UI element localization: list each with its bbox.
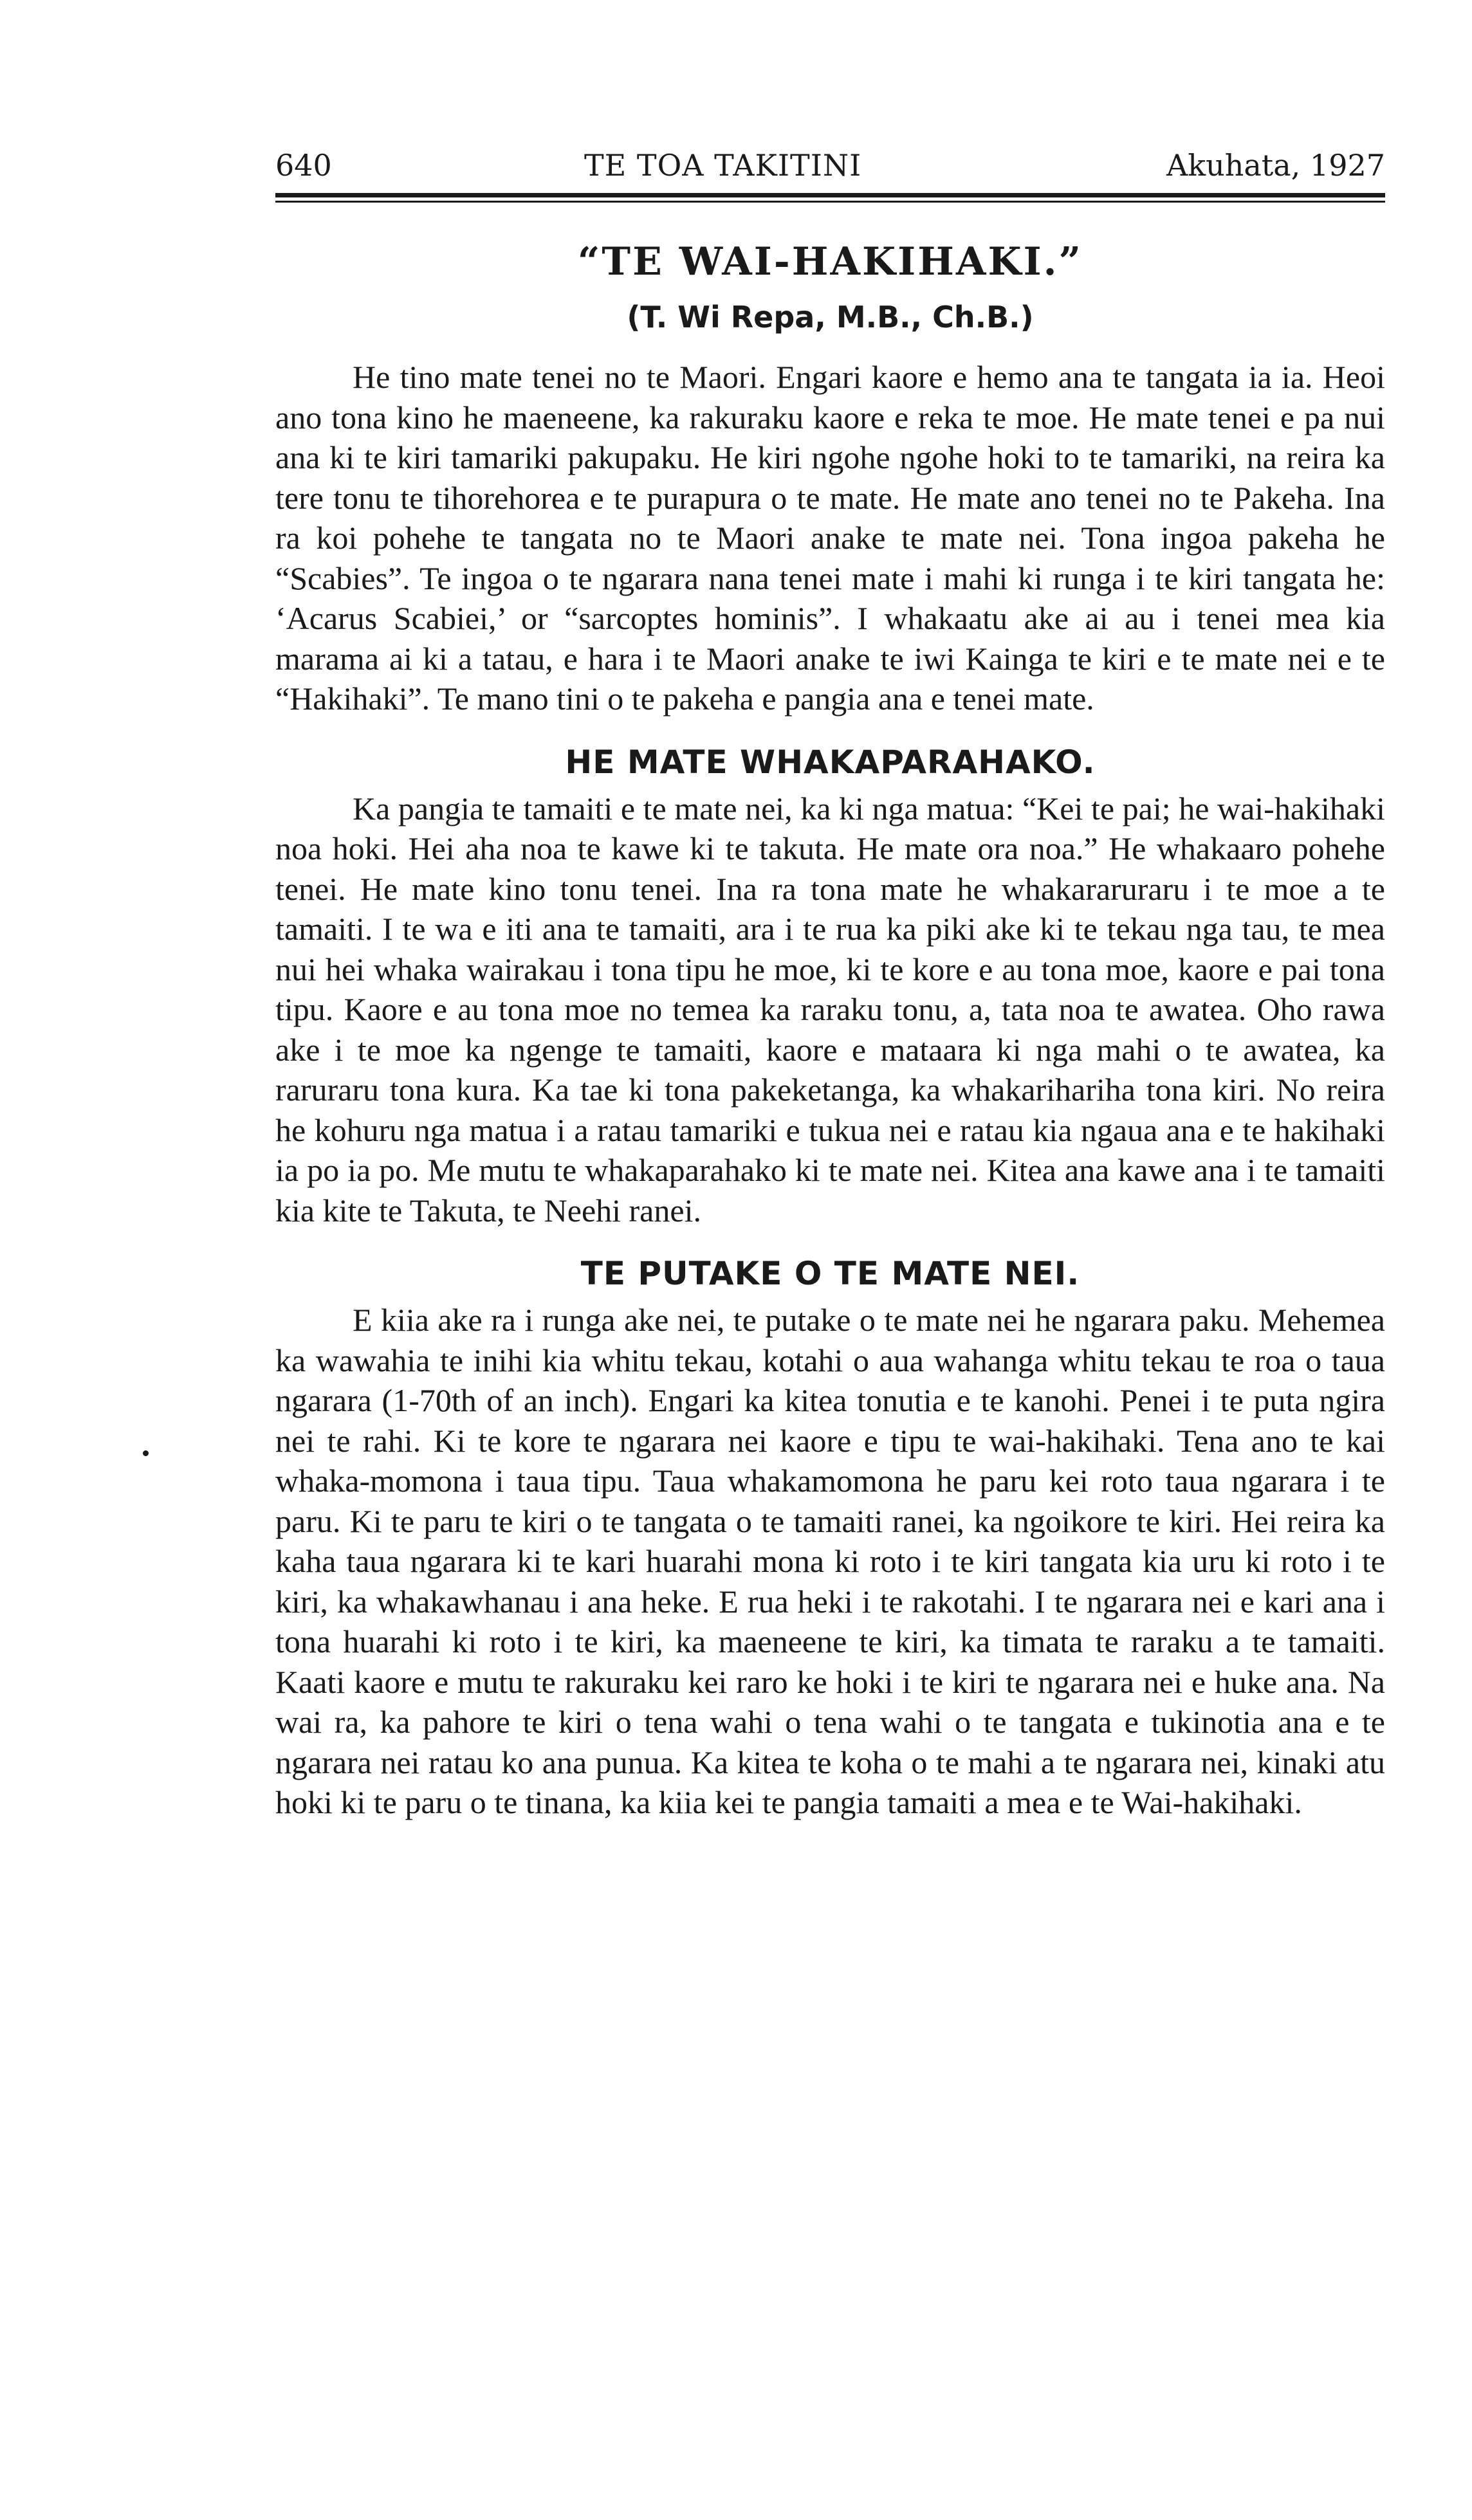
journal-title: TE TOA TAKITINI	[584, 148, 862, 183]
document-page	[275, 143, 1385, 1823]
article-byline: (T. Wi Repa, M.B., Ch.B.)	[627, 300, 1034, 334]
header-rule-thin	[275, 201, 1385, 203]
section-paragraph-putake: E kiia ake ra i runga ake nei, te putake o te mate nei he ngarara paku. Mehemea ka wawahia te inihi kia whitu tekau, kotahi o aua wahanga whitu tekau te roa o taua ngarara (1-70th of an inch). Engari ka kitea tonutia e te kanohi. Penei i te puta ngira nei te rahi. Ki te kore te ngarara nei kaore e tipu te wai-hakihaki. Tena ano te kai whaka-momona i taua tipu. Taua whakamomona he paru kei roto taua ngarara i te paru. Ki te paru te kiri o te tangata o te tamaiti ranei, ka ngoikore te kiri. Hei reira ka kaha taua ngarara ki te kari huarahi mona ki roto i te kiri tangata kia uru ki roto i te kiri, ka whakawhanau i ana heke. E rua heki i te rakotahi. I te ngarara nei e kari ana i tona huarahi ki roto i te kiri, ka maeneene te kiri, ka timata te raraku a te tamaiti. Kaati kaore e mutu te rakuraku kei raro ke hoki i te kiri te ngarara nei e huke ana. Na wai ra, ka pahore te kiri o tena wahi o tena wahi o te tangata e tukinotia ana e te ngarara nei ratau ko ana punua. Ka kitea te koha o te mahi a te ngarara nei, kinaki atu hoki ki te paru o te tinana, ka kiia kei te pangia tamaiti a mea e te Wai-hakihaki.	[275, 1302, 1385, 1820]
page-number: 640	[275, 148, 332, 183]
running-header	[275, 143, 1385, 188]
section-heading-mate-whakaparahako: HE MATE WHAKAPARAHAKO.	[565, 743, 1096, 781]
issue-date: Akuhata, 1927	[1166, 148, 1385, 183]
margin-mark	[143, 1450, 149, 1456]
article-title: “TE WAI-HAKIHAKI.”	[577, 239, 1083, 284]
section-heading-putake: TE PUTAKE O TE MATE NEI.	[580, 1255, 1080, 1292]
header-rule-thick	[275, 193, 1385, 197]
section-paragraph-mate-whakaparahako: Ka pangia te tamaiti e te mate nei, ka ki nga matua: “Kei te pai; he wai-hakihaki noa hoki. Hei aha noa te kawe ki te takuta. He mate ora noa.” He whakaaro pohehe tenei. He mate kino tonu tenei. Ina ra tona mate he whakararuraru i te moe a te tamaiti. I te wa e iti ana te tamaiti, ara i te rua ka piki ake ki te tekau nga tau, te mea nui hei whaka wairakau i tona tipu he moe, ki te kore e au tona moe, kaore e pai tona tipu. Kaore e au tona moe no temea ka raraku tonu, a, tata noa te awatea. Oho rawa ake i te moe ka ngenge te tamaiti, kaore e mataara ki nga mahi o te awatea, ka raruraru tona kura. Ka tae ki tona pakeketanga, ka whakarihariha tona kiri. No reira he kohuru nga matua i a ratau tamariki e tukua nei e ratau kia ngaua ana e te hakihaki ia po ia po. Me mutu te whakaparahako ki te mate nei. Kitea ana kawe ana i te tamaiti kia kite te Takuta, te Neehi ranei.	[275, 790, 1385, 1228]
intro-paragraph: He tino mate tenei no te Maori. Engari kaore e hemo ana te tangata ia ia. Heoi ano tona kino he maeneene, ka rakuraku kaore e reka te moe. He mate tenei e pa nui ana ki te kiri tamariki pakupaku. He kiri ngohe ngohe hoki to te tamariki, na reira ka tere tonu te tihorehorea e te purapura o te mate. He mate ano tenei no te Pakeha. Ina ra koi pohehe te tangata no te Maori anake te mate nei. Tona ingoa pakeha he “Scabies”. Te ingoa o te ngarara nana tenei mate i mahi ki runga i te kiri tangata he: ‘Acarus Scabiei,’ or “sarcoptes hominis”. I whakaatu ake ai au i tenei mea kia marama ai ki a tatau, e hara i te Maori anake te iwi Kainga te kiri e te mate nei e te “Hakihaki”. Te mano tini o te pakeha e pangia ana e tenei mate.	[275, 359, 1385, 717]
